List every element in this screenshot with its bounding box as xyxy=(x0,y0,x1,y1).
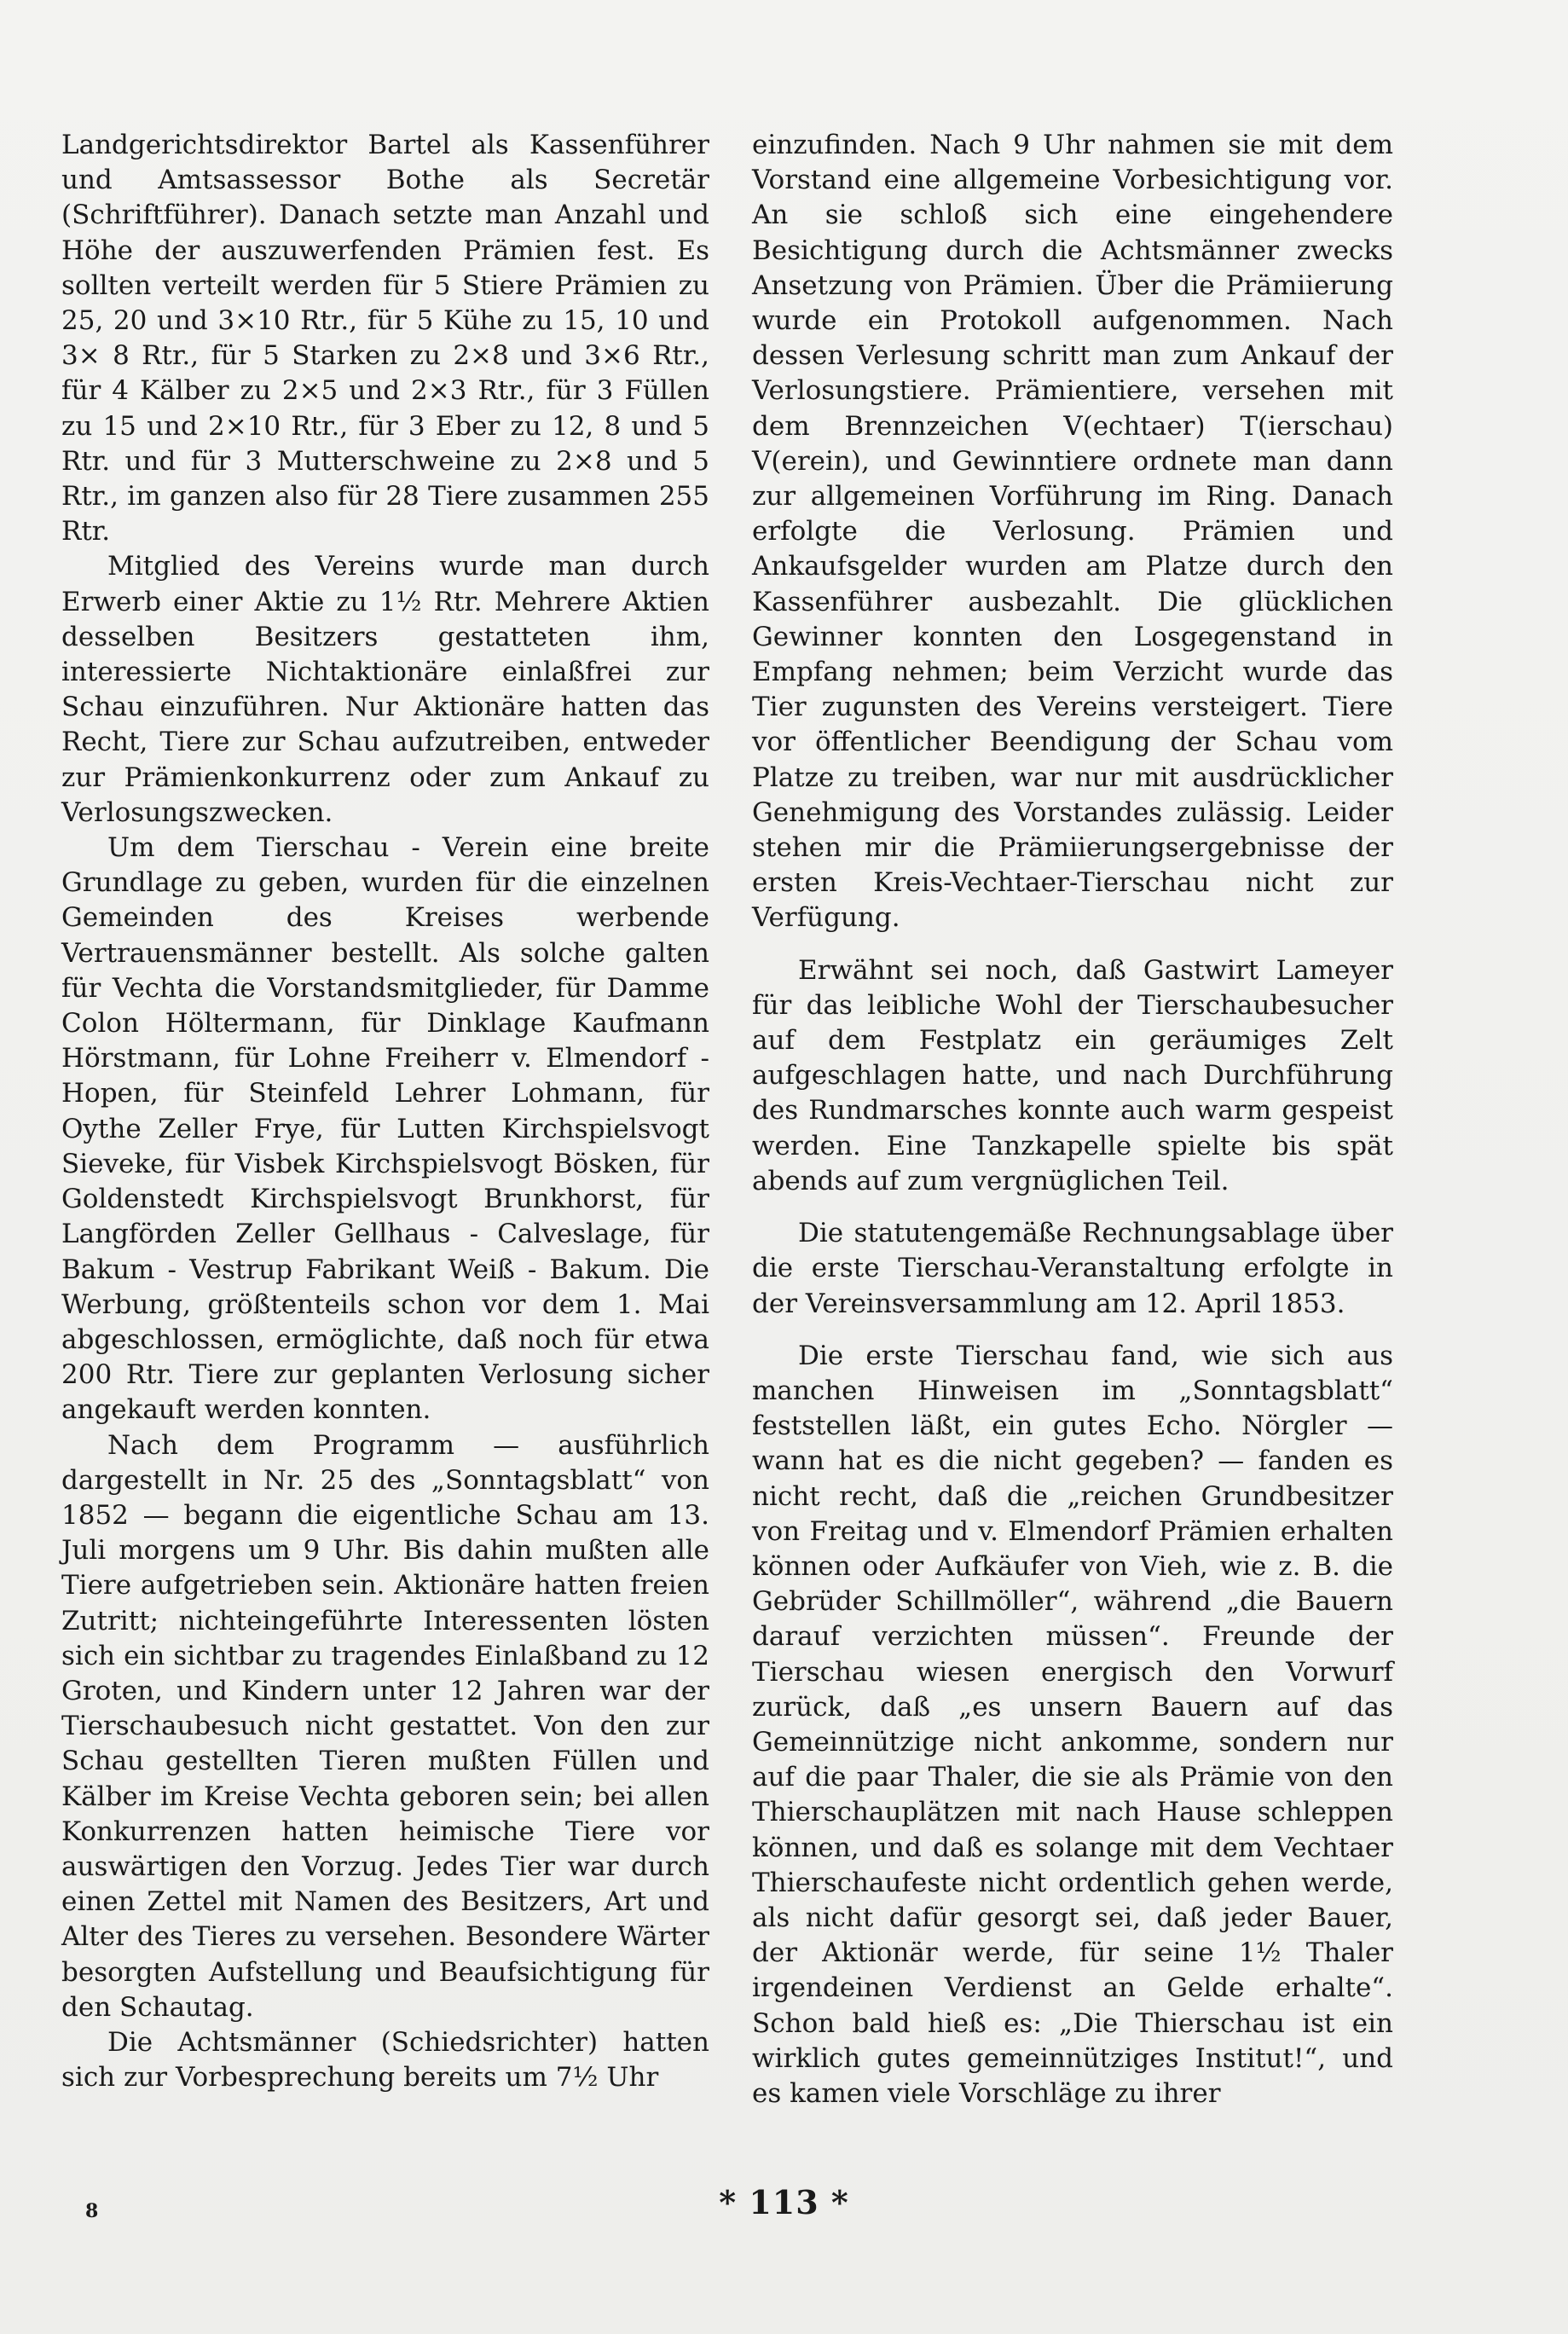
paragraph: einzufinden. Nach 9 Uhr nahmen sie mit dem Vorstand eine allgemeine Vorbesichtigung vor. An sie schloß sich eine eingehendere Besichtigung durch die Achtsmänner zwecks Ansetzung von Prämien. Über die Prämiierung wurde ein Protokoll aufgenommen. Nach dessen Verlesung schritt man zum Ankauf der Verlosungstiere. Prämientiere, versehen mit dem Brennzeichen V(echtaer) T(ierschau) V(erein), und Gewinntiere ordnete man dann zur allgemeinen Vorführung im Ring. Danach erfolgte die Verlosung. Prämien und Ankaufsgelder wurden am Platze durch den Kassenführer ausbezahlt. Die glücklichen Gewinner konnten den Losgegenstand in Empfang nehmen; beim Verzicht wurde das Tier zugunsten des Vereins versteigert. Tiere vor öffentlicher Beendigung der Schau vom Platze zu treiben, war nur mit ausdrücklicher Genehmigung des Vorstandes zulässig. Leider stehen mir die Prämiierungsergebnisse der ersten Kreis-Vechtaer-Tierschau nicht zur Verfügung. xyxy=(752,130,1393,934)
left-column xyxy=(61,128,709,2095)
paragraph: Um dem Tierschau - Verein eine breite Grundlage zu geben, wurden für die einzelnen Gemeinden des Kreises werbende Vertrauensmänner bestellt. Als solche galten für Vechta die Vorstandsmitglieder, für Damme Colon Höltermann, für Dinklage Kaufmann Hörstmann, für Lohne Freiherr v. Elmendorf - Hopen, für Steinfeld Lehrer Lohmann, für Oythe Zeller Frye, für Lutten Kirchspielsvogt Sieveke, für Visbek Kirchspielsvogt Bösken, für Goldenstedt Kirchspielsvogt Brunkhorst, für Langförden Zeller Gellhaus - Calveslage, für Bakum - Vestrup Fabrikant Weiß - Bakum. Die Werbung, größtenteils schon vor dem 1. Mai abgeschlossen, ermöglichte, daß noch für etwa 200 Rtr. Tiere zur geplanten Verlosung sicher angekauft werden konnten. xyxy=(61,832,709,1426)
right-column xyxy=(752,128,1393,2111)
paragraph: Nach dem Programm — ausführlich dargestellt in Nr. 25 des „Sonntagsblatt“ von 1852 — begann die eigentliche Schau am 13. Juli morgens um 9 Uhr. Bis dahin mußten alle Tiere aufgetrieben sein. Aktionäre hatten freien Zutritt; nichteingeführte Interessenten lösten sich ein sichtbar zu tragendes Einlaßband zu 12 Groten, und Kindern unter 12 Jahren war der Tierschaubesuch nicht gestattet. Von den zur Schau gestellten Tieren mußten Füllen und Kälber im Kreise Vechta geboren sein; bei allen Konkurrenzen hatten heimische Tiere vor auswärtigen den Vorzug. Jedes Tier war durch einen Zettel mit Namen des Besitzers, Art und Alter des Tieres zu versehen. Besondere Wärter besorgten Aufstellung und Beaufsichtigung für den Schautag. xyxy=(61,1429,709,2023)
paragraph: Die erste Tierschau fand, wie sich aus manchen Hinweisen im „Sonntagsblatt“ feststellen läßt, ein gutes Echo. Nörgler — wann hat es die nicht gegeben? — fanden es nicht recht, daß die „reichen Grundbesitzer von Freitag und v. Elmendorf Prämien erhalten können oder Aufkäufer von Vieh, wie z. B. die Gebrüder Schillmöller“, während „die Bauern darauf verzichten müssen“. Freunde der Tierschau wiesen energisch den Vorwurf zurück, daß „es unsern Bauern auf das Gemeinnützige nicht ankomme, sondern nur auf die paar Thaler, die sie als Prämie von den Thierschauplätzen mit nach Hause schleppen können, und daß es solange mit dem Vechtaer Thierschaufeste nicht ordentlich gehen werde, als nicht dafür gesorgt sei, daß jeder Bauer, der Aktionär werde, für seine 1½ Thaler irgendeinen Verdienst an Gelde erhalte“. Schon bald hieß es: „Die Thierschau ist ein wirklich gutes gemeinnütziges Institut!“, und es kamen viele Vorschläge zu ihrer xyxy=(752,1340,1393,2109)
paragraph: Die Achtsmänner (Schiedsrichter) hatten sich zur Vorbesprechung bereits um 7½ Uhr xyxy=(61,2026,709,2094)
paragraph: Landgerichtsdirektor Bartel als Kassenführer und Amtsassessor Bothe als Secretär (Schriftführer). Danach setzte man Anzahl und Höhe der auszuwerfenden Prämien fest. Es sollten verteilt werden für 5 Stiere Prämien zu 25, 20 und 3×10 Rtr., für 5 Kühe zu 15, 10 und 3× 8 Rtr., für 5 Starken zu 2×8 und 3×6 Rtr., für 4 Kälber zu 2×5 und 2×3 Rtr., für 3 Füllen zu 15 und 2×10 Rtr., für 3 Eber zu 12, 8 und 5 Rtr. und für 3 Mutterschweine zu 2×8 und 5 Rtr., im ganzen also für 28 Tiere zusammen 255 Rtr. xyxy=(61,130,709,547)
page-number: * 113 * xyxy=(719,2183,849,2221)
printer-signature-mark: 8 xyxy=(85,2200,99,2222)
paragraph: Erwähnt sei noch, daß Gastwirt Lameyer für das leibliche Wohl der Tierschaubesucher auf dem Festplatz ein geräumiges Zelt aufgeschlagen hatte, und nach Durchführung des Rundmarsches konnte auch warm gespeist werden. Eine Tanzkapelle spielte bis spät abends auf zum vergnüglichen Teil. xyxy=(752,954,1393,1196)
paragraph: Die statutengemäße Rechnungsablage über die erste Tierschau-Veranstaltung erfolgte in der Vereinsversammlung am 12. April 1853. xyxy=(752,1218,1393,1319)
paragraph: Mitglied des Vereins wurde man durch Erwerb einer Aktie zu 1½ Rtr. Mehrere Aktien desselben Besitzers gestatteten ihm, interessierte Nichtaktionäre einlaßfrei zur Schau einzuführen. Nur Aktionäre hatten das Recht, Tiere zur Schau aufzutreiben, entweder zur Prämienkonkurrenz oder zum Ankauf zu Verlosungszwecken. xyxy=(61,551,709,828)
